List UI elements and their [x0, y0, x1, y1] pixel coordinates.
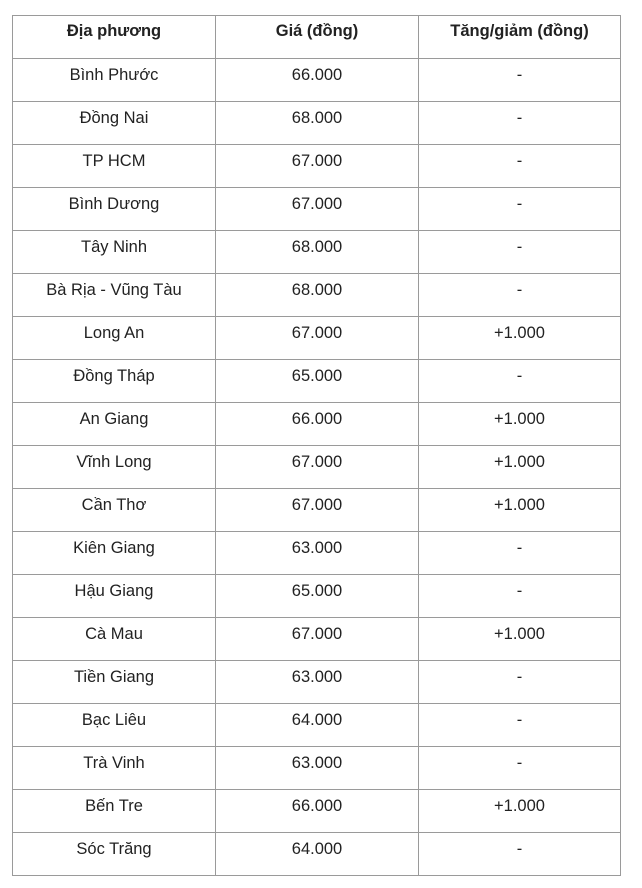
cell-change: - [419, 661, 621, 704]
cell-price: 67.000 [216, 446, 419, 489]
cell-location: Cà Mau [13, 618, 216, 661]
cell-change: - [419, 145, 621, 188]
cell-price: 67.000 [216, 489, 419, 532]
cell-price: 67.000 [216, 618, 419, 661]
cell-price: 64.000 [216, 704, 419, 747]
cell-location: TP HCM [13, 145, 216, 188]
cell-price: 68.000 [216, 231, 419, 274]
cell-location: Long An [13, 317, 216, 360]
table-row [13, 59, 621, 102]
cell-change: - [419, 532, 621, 575]
cell-location: Bình Dương [13, 188, 216, 231]
cell-change: +1.000 [419, 403, 621, 446]
cell-change: - [419, 704, 621, 747]
cell-price: 67.000 [216, 188, 419, 231]
cell-location: Sóc Trăng [13, 833, 216, 876]
cell-change: - [419, 274, 621, 317]
cell-location: Kiên Giang [13, 532, 216, 575]
price-table-container [12, 15, 621, 876]
cell-change: +1.000 [419, 790, 621, 833]
table-row [13, 790, 621, 833]
cell-location: Bạc Liêu [13, 704, 216, 747]
table-row [13, 231, 621, 274]
cell-change: - [419, 59, 621, 102]
cell-location: Đồng Tháp [13, 360, 216, 403]
column-header-location: Địa phương [13, 16, 216, 59]
cell-price: 68.000 [216, 274, 419, 317]
table-row [13, 661, 621, 704]
column-header-change: Tăng/giảm (đồng) [419, 16, 621, 59]
table-row [13, 747, 621, 790]
table-row [13, 532, 621, 575]
cell-price: 64.000 [216, 833, 419, 876]
cell-price: 66.000 [216, 790, 419, 833]
cell-change: +1.000 [419, 489, 621, 532]
cell-change: - [419, 188, 621, 231]
cell-price: 63.000 [216, 532, 419, 575]
column-header-price: Giá (đồng) [216, 16, 419, 59]
cell-price: 63.000 [216, 747, 419, 790]
price-table [12, 15, 621, 876]
cell-price: 63.000 [216, 661, 419, 704]
table-header-row [13, 16, 621, 59]
cell-location: Hậu Giang [13, 575, 216, 618]
cell-price: 68.000 [216, 102, 419, 145]
table-row [13, 704, 621, 747]
table-row [13, 145, 621, 188]
table-row [13, 274, 621, 317]
cell-location: Tiền Giang [13, 661, 216, 704]
cell-change: +1.000 [419, 317, 621, 360]
table-row [13, 317, 621, 360]
cell-location: Bình Phước [13, 59, 216, 102]
cell-price: 65.000 [216, 360, 419, 403]
cell-price: 66.000 [216, 59, 419, 102]
cell-change: - [419, 102, 621, 145]
cell-location: An Giang [13, 403, 216, 446]
cell-change: - [419, 833, 621, 876]
cell-change: - [419, 231, 621, 274]
cell-location: Cần Thơ [13, 489, 216, 532]
table-row [13, 102, 621, 145]
cell-location: Đồng Nai [13, 102, 216, 145]
table-row [13, 446, 621, 489]
cell-location: Bà Rịa - Vũng Tàu [13, 274, 216, 317]
cell-change: +1.000 [419, 618, 621, 661]
cell-price: 66.000 [216, 403, 419, 446]
cell-change: +1.000 [419, 446, 621, 489]
table-row [13, 833, 621, 876]
cell-change: - [419, 360, 621, 403]
cell-price: 65.000 [216, 575, 419, 618]
cell-price: 67.000 [216, 317, 419, 360]
table-row [13, 575, 621, 618]
table-row [13, 489, 621, 532]
cell-location: Bến Tre [13, 790, 216, 833]
cell-location: Trà Vinh [13, 747, 216, 790]
cell-price: 67.000 [216, 145, 419, 188]
table-row [13, 188, 621, 231]
cell-change: - [419, 575, 621, 618]
cell-location: Tây Ninh [13, 231, 216, 274]
table-row [13, 403, 621, 446]
table-row [13, 360, 621, 403]
table-row [13, 618, 621, 661]
cell-change: - [419, 747, 621, 790]
cell-location: Vĩnh Long [13, 446, 216, 489]
